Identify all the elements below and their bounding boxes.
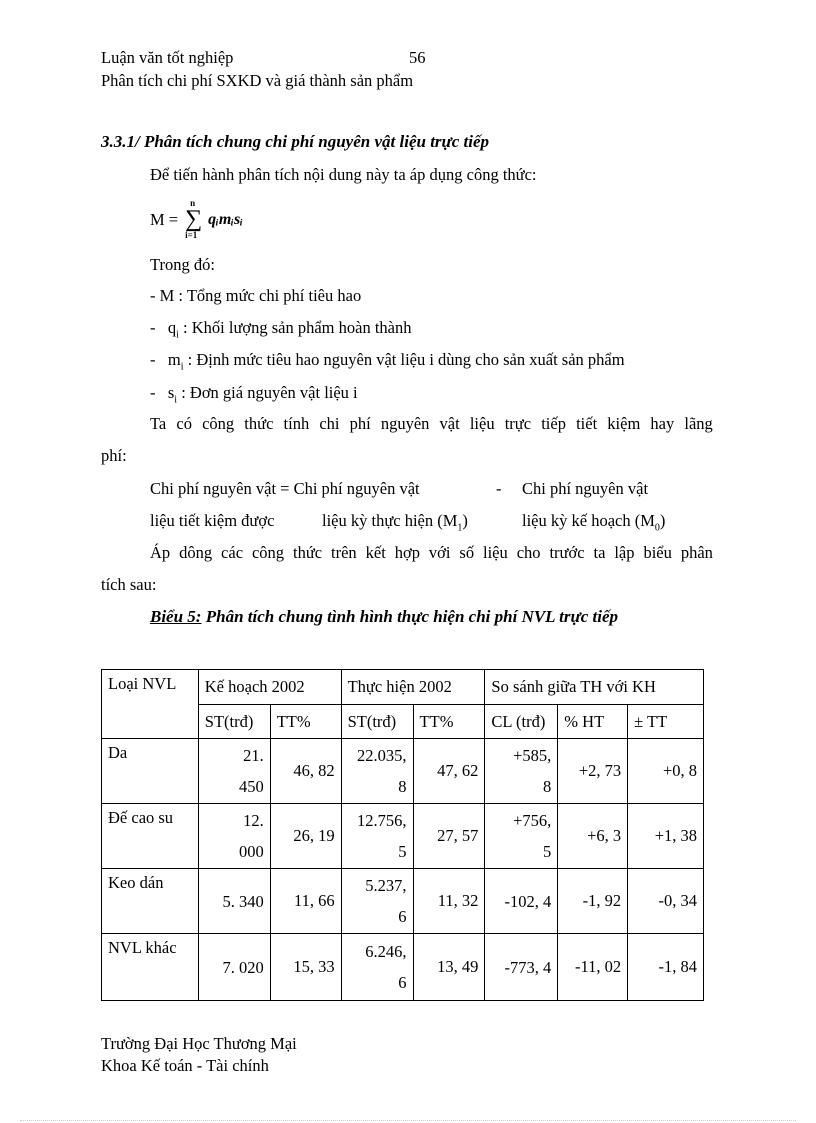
- word: liệu: [469, 414, 495, 433]
- table-row: [102, 739, 704, 804]
- cell-actual-st: [341, 804, 413, 869]
- paragraph-savings-line2: phí:: [101, 446, 127, 465]
- cell-actual-st-line: 5.237,: [365, 876, 407, 895]
- cell-plan-tt: 11, 66: [270, 869, 341, 934]
- cell-actual-tt: 27, 57: [413, 804, 485, 869]
- cell-actual-st-line: 22.035,: [357, 746, 407, 765]
- cell-material-name: Da: [102, 739, 199, 804]
- cell-cl-line: 8: [543, 777, 552, 796]
- paragraph-savings-line1: [150, 414, 713, 434]
- equation-row1-a: Chi phí nguyên vật = Chi phí nguyên vật: [150, 479, 420, 498]
- cell-actual-st-line: 5: [398, 842, 407, 861]
- word: trực: [504, 414, 532, 433]
- cell-actual-st: [341, 739, 413, 804]
- word: nguyên: [380, 414, 430, 433]
- cell-actual-tt: 13, 49: [413, 934, 485, 1001]
- col-header-cl: CL (trđ): [485, 705, 558, 739]
- sum-symbol: n ∑ i=1: [185, 198, 203, 240]
- word: hợp: [394, 543, 420, 562]
- cell-ht: -11, 02: [558, 934, 628, 1001]
- cell-actual-tt: 11, 32: [413, 869, 485, 934]
- cell-plan-tt: 26, 19: [270, 804, 341, 869]
- table-title: Biểu 5: Phân tích chung tình hình thực hiện chi phí NVL trực tiếp: [150, 607, 618, 626]
- cell-cl-line: -102, 4: [504, 891, 552, 911]
- cell-plan-st: [198, 739, 270, 804]
- formula-terms: qᵢmᵢsᵢ: [208, 211, 243, 228]
- cell-plan-st-line: 5. 340: [222, 891, 264, 911]
- cell-cl: [485, 869, 558, 934]
- cell-cl-line: +756,: [513, 811, 552, 830]
- col-header-actual-tt: TT%: [413, 705, 485, 739]
- col-header-actual-st: ST(trđ): [341, 705, 413, 739]
- cell-plan-st-line: 000: [238, 842, 264, 861]
- cell-cl: [485, 934, 558, 1001]
- cell-tt-change: -1, 84: [628, 934, 704, 1001]
- word: liệu: [483, 543, 508, 562]
- paragraph-apply-line1: [150, 543, 713, 563]
- cell-plan-st: [198, 804, 270, 869]
- equation-row2-c: liệu kỳ kế hoạch $(M_0)$: [522, 511, 666, 534]
- cell-actual-st-line: 8: [398, 777, 407, 796]
- equation-row2-a: liệu tiết kiệm được: [150, 511, 275, 530]
- word: thức: [292, 543, 323, 562]
- word: tính: [283, 414, 310, 433]
- col-header-ht: % HT: [558, 705, 628, 739]
- col-header-plan: Kế hoạch 2002: [198, 670, 341, 705]
- col-header-tt-change: ± TT: [628, 705, 704, 739]
- table-row: [102, 869, 704, 934]
- cell-actual-st-line: 6.246,: [365, 942, 407, 961]
- word: vật: [439, 414, 460, 433]
- cell-actual-st: [341, 869, 413, 934]
- word: kiệm: [607, 414, 641, 433]
- cost-table: [101, 669, 704, 1001]
- cell-cl-line: +585,: [513, 746, 552, 765]
- cell-ht: +6, 3: [558, 804, 628, 869]
- equation-minus: -: [496, 479, 502, 498]
- cell-material-name: Keo dán: [102, 869, 199, 934]
- cell-plan-tt: 15, 33: [270, 934, 341, 1001]
- word: công: [202, 414, 235, 433]
- word: số: [459, 543, 475, 562]
- word: cho: [516, 543, 541, 562]
- col-header-compare: So sánh giữa TH với KH: [485, 670, 704, 705]
- cell-material-name: NVL khác: [102, 934, 199, 1001]
- cell-material-name: Đế cao su: [102, 804, 199, 869]
- formula: [150, 200, 243, 240]
- word: Ta: [150, 414, 167, 433]
- footer-university: Trường Đại Học Thương Mại: [101, 1034, 297, 1053]
- page-number: 56: [409, 48, 426, 67]
- cell-plan-st-line: 21.: [243, 746, 264, 765]
- cell-cl-line: 5: [543, 842, 552, 861]
- word: biểu: [643, 543, 672, 562]
- cell-actual-tt: 47, 62: [413, 739, 485, 804]
- cell-cl: [485, 804, 558, 869]
- word: thức: [244, 414, 274, 433]
- word: với: [428, 543, 451, 562]
- col-header-actual: Thực hiện 2002: [341, 670, 485, 705]
- word: trước: [549, 543, 585, 562]
- cell-tt-change: +0, 8: [628, 739, 704, 804]
- col-header-material: Loại NVL: [102, 670, 199, 739]
- word: lập: [614, 543, 635, 562]
- equation-row2-b: liệu kỳ thực hiện $(M_1)$: [322, 511, 468, 534]
- cell-actual-st-line: 6: [398, 907, 407, 926]
- cell-tt-change: -0, 34: [628, 869, 704, 934]
- header-title: Luận văn tốt nghiệp: [101, 48, 234, 67]
- word: phân: [680, 543, 713, 562]
- cell-tt-change: +1, 38: [628, 804, 704, 869]
- word: lãng: [684, 414, 713, 433]
- formula-lhs: M =: [150, 210, 179, 229]
- intro-text: Để tiến hành phân tích nội dung này ta áp dụng công thức:: [150, 165, 537, 184]
- cell-plan-tt: 46, 82: [270, 739, 341, 804]
- col-header-plan-tt: TT%: [270, 705, 341, 739]
- word: ta: [593, 543, 606, 562]
- cell-plan-st-line: 12.: [243, 811, 264, 830]
- cell-actual-st-line: 6: [398, 973, 407, 992]
- definition-s: - $s_i$ : Đơn giá nguyên vật liệu i: [150, 383, 358, 406]
- word: các: [221, 543, 244, 562]
- cell-ht: +2, 73: [558, 739, 628, 804]
- table-row: [102, 804, 704, 869]
- word: công: [251, 543, 285, 562]
- cell-plan-st: [198, 934, 270, 1001]
- word: tiết: [576, 414, 598, 433]
- word: trên: [331, 543, 357, 562]
- table-row: [102, 934, 704, 1001]
- page-edge-divider: [20, 1120, 796, 1121]
- cell-cl: [485, 739, 558, 804]
- word: chi: [319, 414, 340, 433]
- footer-faculty: Khoa Kế toán - Tài chính: [101, 1056, 269, 1075]
- cell-cl-line: -773, 4: [504, 957, 552, 977]
- col-header-plan-st: ST(trđ): [198, 705, 270, 739]
- word: tiếp: [541, 414, 566, 433]
- definition-m: - $m_i$ : Định mức tiêu hao nguyên vật liệu i dùng cho sản xuất sản phẩm: [150, 350, 625, 373]
- where-label: Trong đó:: [150, 255, 215, 274]
- word: có: [176, 414, 192, 433]
- cell-plan-st: [198, 869, 270, 934]
- cell-actual-st-line: 12.756,: [357, 811, 407, 830]
- equation-row1-b: Chi phí nguyên vật: [522, 479, 649, 498]
- word: hay: [650, 414, 675, 433]
- paragraph-apply-line2: tích sau:: [101, 575, 157, 594]
- word: dông: [179, 543, 213, 562]
- header-subtitle: Phân tích chi phí SXKD và giá thành sản phẩm: [101, 71, 414, 90]
- table-header-row-1: [102, 670, 704, 705]
- word: Áp: [150, 543, 171, 562]
- cell-ht: -1, 92: [558, 869, 628, 934]
- cell-actual-st: [341, 934, 413, 1001]
- section-heading: 3.3.1/ Phân tích chung chi phí nguyên vật liệu trực tiếp: [101, 132, 490, 151]
- cell-plan-st-line: 450: [238, 777, 264, 796]
- word: phí: [349, 414, 371, 433]
- definition-q: - $q_i$ : Khối lượng sản phẩm hoàn thành: [150, 318, 412, 341]
- cell-plan-st-line: 7. 020: [222, 957, 264, 977]
- definition-M: - M : Tổng mức chi phí tiêu hao: [150, 286, 362, 305]
- word: kết: [365, 543, 386, 562]
